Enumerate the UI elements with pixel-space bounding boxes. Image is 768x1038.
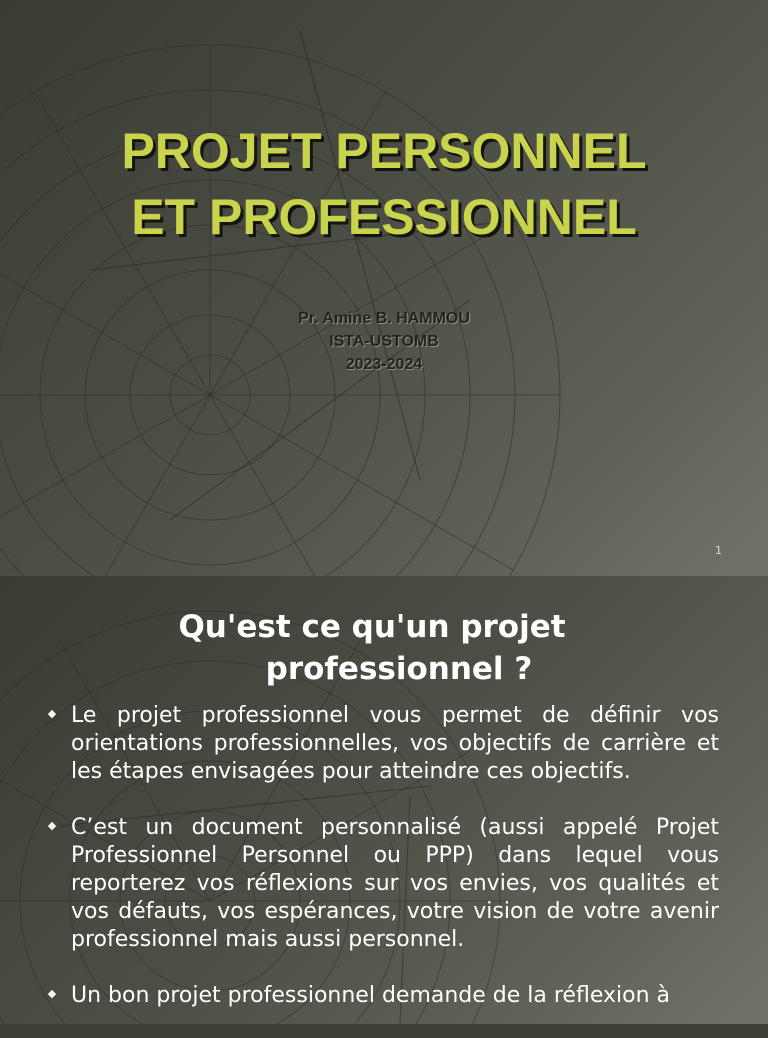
bullet-item — [0, 814, 768, 954]
slide-number: 1 — [715, 544, 722, 557]
bullet-text: Un bon projet professionnel demande de la réflexion à — [71, 983, 670, 1008]
slide-title-line-2: professionnel ? — [265, 651, 533, 687]
title-line-2: ET PROFESSIONNEL — [131, 189, 637, 245]
slide-title — [0, 606, 768, 690]
diamond-bullet-icon: ◆ — [47, 708, 57, 720]
presentation-subtitle — [0, 307, 768, 376]
bullet-list — [0, 702, 768, 1038]
diamond-bullet-icon: ◆ — [47, 820, 57, 832]
institution-name: ISTA-USTOMB — [329, 333, 439, 350]
author-name: Pr. Amine B. HAMMOU — [298, 310, 470, 327]
title-line-1: PROJET PERSONNEL — [121, 123, 647, 179]
bullet-text: Le projet professionnel vous permet de définir vos orientations professionnelles, vos objectifs de carrière et les étapes envisagées pour atteindre ces objectifs. — [71, 703, 719, 784]
bullet-item — [0, 982, 768, 1010]
presentation-title — [0, 118, 768, 250]
academic-year: 2023-2024 — [345, 356, 423, 373]
diamond-bullet-icon: ◆ — [47, 988, 57, 1000]
bullet-text: C’est un document personnalisé (aussi appelé Projet Professionnel Personnel ou PPP) dans lequel vous reporterez vos réflexions sur vos envies, vos qualités et vos défauts, vos espérances, votre vision de votre avenir professionnel mais aussi personnel. — [71, 815, 719, 952]
slide-title-line-1: Qu'est ce qu'un projet — [178, 609, 566, 645]
bullet-item — [0, 702, 768, 786]
